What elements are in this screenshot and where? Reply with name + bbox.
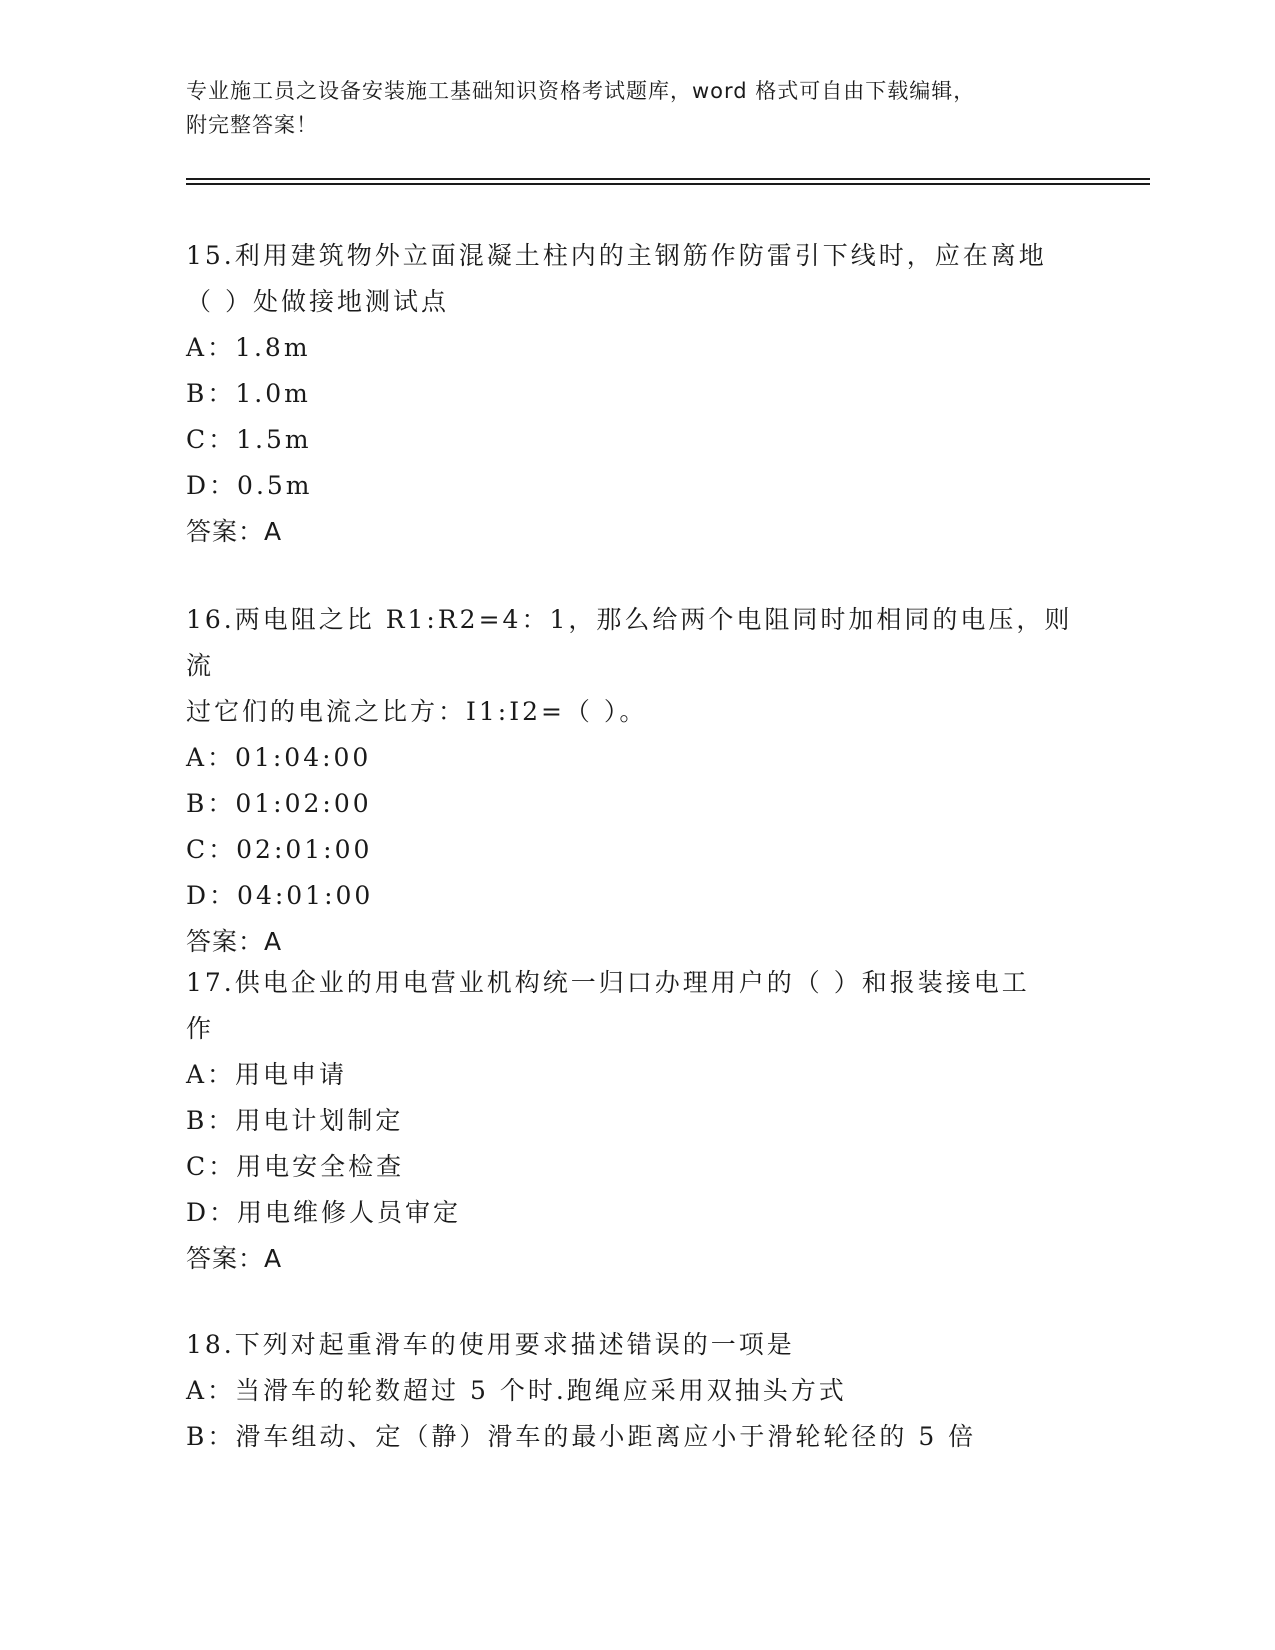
question-15 <box>186 233 1086 555</box>
option-c: C：1.5m <box>186 425 312 454</box>
answer-line: 答案：A <box>186 927 283 956</box>
header-divider-top <box>186 178 1150 180</box>
option-a: A：01:04:00 <box>186 743 372 772</box>
question-stem-continued: （ ）处做接地测试点 <box>186 287 449 316</box>
question-stem: 18.下列对起重滑车的使用要求描述错误的一项是 <box>186 1330 795 1359</box>
option-a: A：用电申请 <box>186 1060 348 1089</box>
option-d: D：04:01:00 <box>186 881 374 910</box>
option-a: A：1.8m <box>186 333 311 362</box>
question-stem: 17.供电企业的用电营业机构统一归口办理用户的（ ）和报装接电工 <box>186 968 1030 997</box>
header-divider-bottom <box>186 183 1150 185</box>
option-b: B：用电计划制定 <box>186 1106 404 1135</box>
option-c: C：02:01:00 <box>186 835 373 864</box>
answer-line: 答案：A <box>186 517 283 546</box>
option-a: A：当滑车的轮数超过 5 个时.跑绳应采用双抽头方式 <box>186 1376 847 1405</box>
question-17 <box>186 960 1086 1282</box>
option-c: C：用电安全检查 <box>186 1152 405 1181</box>
question-stem-continued: 过它们的电流之比方：I1:I2=（ ）。 <box>186 697 648 726</box>
header-line-1: 专业施工员之设备安装施工基础知识资格考试题库，word 格式可自由下载编辑， <box>186 79 976 103</box>
option-d: D：用电维修人员审定 <box>186 1198 462 1227</box>
option-b: B：1.0m <box>186 379 311 408</box>
question-16 <box>186 597 1086 965</box>
question-18 <box>186 1322 1086 1460</box>
header-line-2: 附完整答案！ <box>186 113 318 137</box>
answer-line: 答案：A <box>186 1244 283 1273</box>
question-stem-continued: 作 <box>186 1014 215 1043</box>
question-stem: 15.利用建筑物外立面混凝土柱内的主钢筋作防雷引下线时，应在离地 <box>186 241 1047 270</box>
option-b: B：滑车组动、定（静）滑车的最小距离应小于滑轮轮径的 5 倍 <box>186 1422 977 1451</box>
question-stem: 16.两电阻之比 R1:R2=4：1，那么给两个电阻同时加相同的电压，则流 <box>186 605 1073 680</box>
document-header <box>186 74 1086 142</box>
option-b: B：01:02:00 <box>186 789 372 818</box>
option-d: D：0.5m <box>186 471 313 500</box>
